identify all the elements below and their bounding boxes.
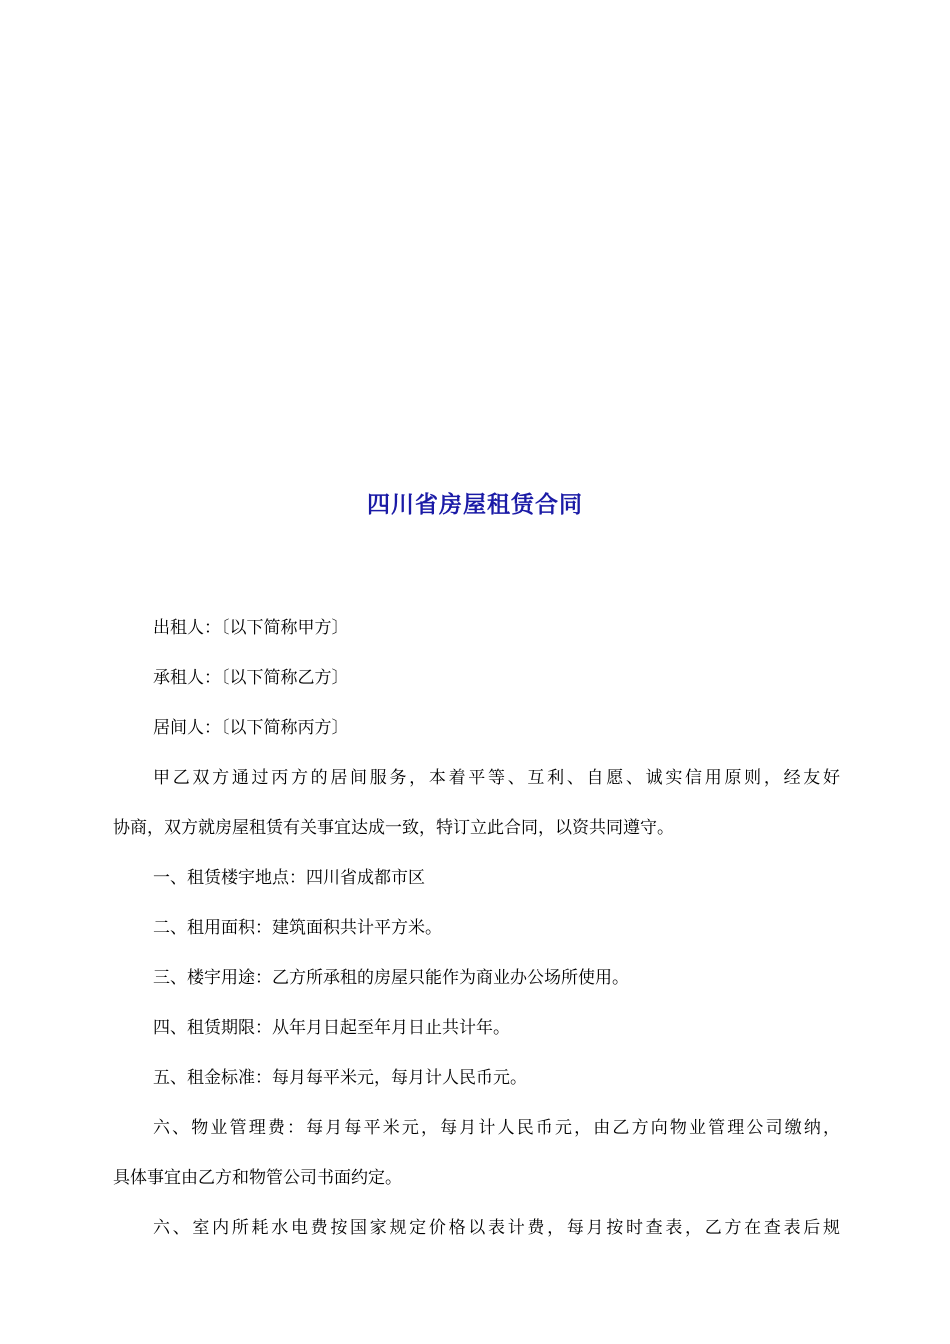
paragraph-lessee: 承租人：〔以下简称乙方〕 bbox=[153, 668, 349, 688]
clause-usage: 三、楼宇用途：乙方所承租的房屋只能作为商业办公场所使用。 bbox=[153, 968, 629, 988]
clause-property-fee-line1: 六、物业管理费：每月每平米元，每月计人民币元，由乙方向物业管理公司缴纳， bbox=[153, 1118, 840, 1138]
document-title: 四川省房屋租赁合同 bbox=[367, 491, 583, 518]
clause-utilities-line1: 六、室内所耗水电费按国家规定价格以表计费，每月按时查表，乙方在查表后规 bbox=[153, 1218, 840, 1238]
paragraph-preamble-line2: 协商，双方就房屋租赁有关事宜达成一致，特订立此合同，以资共同遵守。 bbox=[113, 818, 674, 838]
clause-location: 一、租赁楼宇地点：四川省成都市区 bbox=[153, 868, 425, 888]
clause-property-fee-line2: 具体事宜由乙方和物管公司书面约定。 bbox=[113, 1168, 402, 1188]
paragraph-intermediary: 居间人：〔以下简称丙方〕 bbox=[153, 718, 349, 738]
document-body bbox=[113, 603, 840, 1253]
clause-area: 二、租用面积：建筑面积共计平方米。 bbox=[153, 918, 442, 938]
clause-rent: 五、租金标准：每月每平米元，每月计人民币元。 bbox=[153, 1068, 527, 1088]
paragraph-preamble-line1: 甲乙双方通过丙方的居间服务，本着平等、互利、自愿、诚实信用原则，经友好 bbox=[153, 768, 840, 788]
paragraph-lessor: 出租人：〔以下简称甲方〕 bbox=[153, 618, 349, 638]
clause-term: 四、租赁期限：从年月日起至年月日止共计年。 bbox=[153, 1018, 510, 1038]
